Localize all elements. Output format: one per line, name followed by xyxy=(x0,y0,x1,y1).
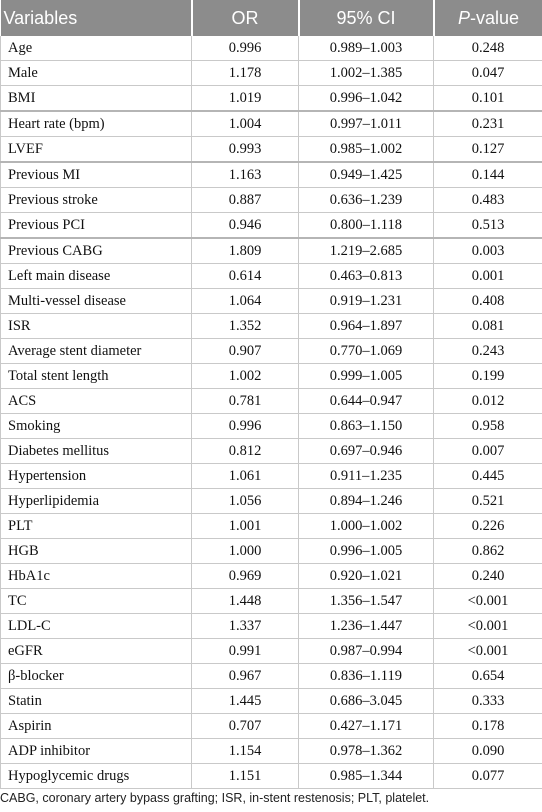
cell-or: 1.064 xyxy=(192,289,299,314)
cell-ci: 0.770–1.069 xyxy=(299,339,434,364)
cell-p-value: 0.127 xyxy=(434,137,542,163)
cell-variable: HbA1c xyxy=(1,564,192,589)
cell-variable: eGFR xyxy=(1,639,192,664)
cell-p-value: 0.862 xyxy=(434,539,542,564)
cell-ci: 0.836–1.119 xyxy=(299,664,434,689)
cell-ci: 0.987–0.994 xyxy=(299,639,434,664)
cell-or: 1.001 xyxy=(192,514,299,539)
cell-ci: 1.002–1.385 xyxy=(299,61,434,86)
table-row xyxy=(1,36,542,61)
table-row xyxy=(1,238,542,264)
table-row xyxy=(1,439,542,464)
table-body xyxy=(1,36,542,789)
header-p-rest: -value xyxy=(469,7,520,28)
cell-variable: Statin xyxy=(1,689,192,714)
cell-variable: β-blocker xyxy=(1,664,192,689)
table-row xyxy=(1,86,542,112)
cell-p-value: 0.090 xyxy=(434,739,542,764)
table-row xyxy=(1,111,542,137)
cell-variable: BMI xyxy=(1,86,192,112)
cell-ci: 1.219–2.685 xyxy=(299,238,434,264)
cell-variable: Smoking xyxy=(1,414,192,439)
cell-p-value: 0.483 xyxy=(434,188,542,213)
cell-p-value: 0.226 xyxy=(434,514,542,539)
header-p-value xyxy=(434,0,542,36)
cell-ci: 1.356–1.547 xyxy=(299,589,434,614)
table-row xyxy=(1,137,542,163)
cell-or: 0.907 xyxy=(192,339,299,364)
cell-or: 0.707 xyxy=(192,714,299,739)
table-row xyxy=(1,664,542,689)
cell-p-value: 0.248 xyxy=(434,36,542,61)
cell-variable: Average stent diameter xyxy=(1,339,192,364)
cell-ci: 0.636–1.239 xyxy=(299,188,434,213)
cell-ci: 0.996–1.042 xyxy=(299,86,434,112)
table-row xyxy=(1,614,542,639)
cell-ci: 0.985–1.344 xyxy=(299,764,434,789)
cell-variable: ADP inhibitor xyxy=(1,739,192,764)
header-p-italic: P xyxy=(457,7,470,28)
table-row xyxy=(1,564,542,589)
cell-or: 1.445 xyxy=(192,689,299,714)
cell-variable: Previous CABG xyxy=(1,238,192,264)
cell-p-value: <0.001 xyxy=(434,589,542,614)
cell-p-value: 0.144 xyxy=(434,162,542,188)
cell-or: 0.996 xyxy=(192,36,299,61)
table-row xyxy=(1,489,542,514)
cell-p-value: 0.513 xyxy=(434,213,542,239)
table-footnote: CABG, coronary artery bypass grafting; ISR, in-stent restenosis; PLT, platelet. xyxy=(0,791,430,805)
cell-or: 0.969 xyxy=(192,564,299,589)
cell-or: 1.151 xyxy=(192,764,299,789)
cell-ci: 0.697–0.946 xyxy=(299,439,434,464)
cell-or: 1.352 xyxy=(192,314,299,339)
cell-ci: 0.686–3.045 xyxy=(299,689,434,714)
cell-variable: Age xyxy=(1,36,192,61)
cell-ci: 0.989–1.003 xyxy=(299,36,434,61)
cell-ci: 0.427–1.171 xyxy=(299,714,434,739)
table-row xyxy=(1,289,542,314)
cell-or: 0.967 xyxy=(192,664,299,689)
cell-variable: Aspirin xyxy=(1,714,192,739)
cell-or: 1.000 xyxy=(192,539,299,564)
cell-or: 0.887 xyxy=(192,188,299,213)
cell-or: 1.061 xyxy=(192,464,299,489)
cell-variable: ISR xyxy=(1,314,192,339)
table-row xyxy=(1,389,542,414)
cell-or: 1.056 xyxy=(192,489,299,514)
cell-p-value: 0.445 xyxy=(434,464,542,489)
cell-ci: 0.949–1.425 xyxy=(299,162,434,188)
cell-ci: 0.985–1.002 xyxy=(299,137,434,163)
table-row xyxy=(1,514,542,539)
cell-or: 1.154 xyxy=(192,739,299,764)
table-header xyxy=(1,0,542,36)
cell-p-value: 0.199 xyxy=(434,364,542,389)
cell-or: 1.163 xyxy=(192,162,299,188)
cell-variable: Diabetes mellitus xyxy=(1,439,192,464)
table-row xyxy=(1,264,542,289)
cell-variable: Previous stroke xyxy=(1,188,192,213)
cell-variable: Heart rate (bpm) xyxy=(1,111,192,137)
cell-p-value: 0.408 xyxy=(434,289,542,314)
cell-variable: Hypertension xyxy=(1,464,192,489)
table-row xyxy=(1,188,542,213)
table-row xyxy=(1,464,542,489)
table-row xyxy=(1,539,542,564)
cell-ci: 1.236–1.447 xyxy=(299,614,434,639)
cell-ci: 0.999–1.005 xyxy=(299,364,434,389)
cell-or: 1.809 xyxy=(192,238,299,264)
cell-p-value: 0.077 xyxy=(434,764,542,789)
cell-p-value: 0.243 xyxy=(434,339,542,364)
cell-variable: Previous MI xyxy=(1,162,192,188)
cell-ci: 0.978–1.362 xyxy=(299,739,434,764)
table-row xyxy=(1,162,542,188)
cell-variable: Total stent length xyxy=(1,364,192,389)
table-row xyxy=(1,314,542,339)
cell-p-value: 0.178 xyxy=(434,714,542,739)
cell-p-value: 0.101 xyxy=(434,86,542,112)
cell-p-value: <0.001 xyxy=(434,614,542,639)
cell-variable: Previous PCI xyxy=(1,213,192,239)
cell-p-value: 0.007 xyxy=(434,439,542,464)
table-row xyxy=(1,61,542,86)
cell-p-value: 0.958 xyxy=(434,414,542,439)
cell-variable: Male xyxy=(1,61,192,86)
table-row xyxy=(1,764,542,789)
cell-ci: 0.964–1.897 xyxy=(299,314,434,339)
cell-or: 1.004 xyxy=(192,111,299,137)
cell-or: 1.002 xyxy=(192,364,299,389)
cell-or: 0.614 xyxy=(192,264,299,289)
cell-or: 0.996 xyxy=(192,414,299,439)
cell-ci: 0.996–1.005 xyxy=(299,539,434,564)
cell-ci: 0.644–0.947 xyxy=(299,389,434,414)
cell-ci: 0.997–1.011 xyxy=(299,111,434,137)
cell-or: 1.448 xyxy=(192,589,299,614)
cell-p-value: 0.012 xyxy=(434,389,542,414)
table-row xyxy=(1,213,542,239)
cell-p-value: 0.654 xyxy=(434,664,542,689)
cell-ci: 0.920–1.021 xyxy=(299,564,434,589)
header-or: OR xyxy=(192,0,299,36)
cell-ci: 0.911–1.235 xyxy=(299,464,434,489)
cell-variable: Left main disease xyxy=(1,264,192,289)
cell-ci: 1.000–1.002 xyxy=(299,514,434,539)
cell-p-value: 0.240 xyxy=(434,564,542,589)
cell-p-value: 0.333 xyxy=(434,689,542,714)
header-ci: 95% CI xyxy=(299,0,434,36)
table-row xyxy=(1,714,542,739)
cell-p-value: 0.081 xyxy=(434,314,542,339)
header-row xyxy=(1,0,542,36)
cell-p-value: 0.001 xyxy=(434,264,542,289)
table-row xyxy=(1,339,542,364)
cell-variable: Hyperlipidemia xyxy=(1,489,192,514)
cell-or: 1.019 xyxy=(192,86,299,112)
cell-variable: LVEF xyxy=(1,137,192,163)
cell-p-value: <0.001 xyxy=(434,639,542,664)
cell-ci: 0.800–1.118 xyxy=(299,213,434,239)
cell-or: 1.178 xyxy=(192,61,299,86)
table-row xyxy=(1,364,542,389)
cell-p-value: 0.231 xyxy=(434,111,542,137)
cell-or: 0.812 xyxy=(192,439,299,464)
cell-variable: Multi-vessel disease xyxy=(1,289,192,314)
cell-p-value: 0.521 xyxy=(434,489,542,514)
cell-or: 0.946 xyxy=(192,213,299,239)
cell-or: 1.337 xyxy=(192,614,299,639)
cell-or: 0.993 xyxy=(192,137,299,163)
cell-p-value: 0.003 xyxy=(434,238,542,264)
cell-p-value: 0.047 xyxy=(434,61,542,86)
cell-ci: 0.919–1.231 xyxy=(299,289,434,314)
cell-ci: 0.894–1.246 xyxy=(299,489,434,514)
table-row xyxy=(1,414,542,439)
cell-variable: ACS xyxy=(1,389,192,414)
cell-variable: PLT xyxy=(1,514,192,539)
table-row xyxy=(1,589,542,614)
cell-or: 0.781 xyxy=(192,389,299,414)
cell-variable: Hypoglycemic drugs xyxy=(1,764,192,789)
cell-variable: LDL-C xyxy=(1,614,192,639)
cell-ci: 0.863–1.150 xyxy=(299,414,434,439)
table-row xyxy=(1,639,542,664)
header-variables: Variables xyxy=(1,0,192,36)
cell-ci: 0.463–0.813 xyxy=(299,264,434,289)
cell-variable: HGB xyxy=(1,539,192,564)
cell-variable: TC xyxy=(1,589,192,614)
cell-or: 0.991 xyxy=(192,639,299,664)
table-row xyxy=(1,739,542,764)
table-row xyxy=(1,689,542,714)
